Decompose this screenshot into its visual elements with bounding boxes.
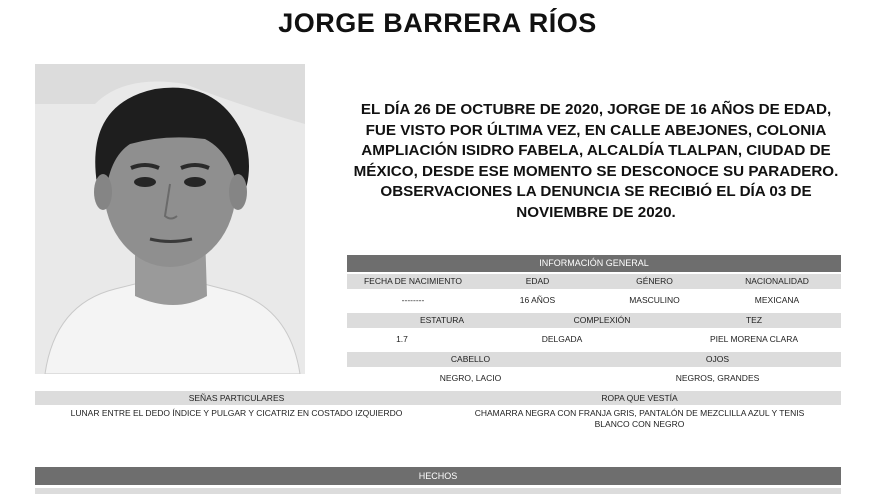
general-labels-row-1	[347, 274, 841, 289]
eyes-value: NEGROS, GRANDES	[675, 373, 760, 383]
general-values-row-1	[347, 293, 841, 308]
facts-heading: HECHOS	[35, 467, 841, 485]
hair-label: CABELLO	[450, 354, 491, 364]
birthdate-label: FECHA DE NACIMIENTO	[363, 276, 463, 286]
features-clothing-header	[35, 391, 841, 405]
age-label: EDAD	[525, 276, 550, 286]
age-value: 16 AÑOS	[519, 295, 556, 305]
complexion-value: PIEL MORENA CLARA	[709, 334, 799, 344]
distinguishing-marks-value: LUNAR ENTRE EL DEDO ÍNDICE Y PULGAR Y CICATRIZ EN COSTADO IZQUIERDO	[70, 408, 403, 418]
birthdate-value: --------	[401, 295, 425, 305]
height-value: 1.7	[396, 334, 408, 344]
general-values-row-3	[347, 371, 841, 386]
complexion-label: TEZ	[745, 315, 763, 325]
general-labels-row-3	[347, 352, 841, 367]
clothing-value: CHAMARRA NEGRA CON FRANJA GRIS, PANTALÓN DE MEZCLILLA AZUL Y TENIS BLANCO CON NEGRO	[474, 408, 805, 429]
general-values-row-2	[347, 332, 841, 347]
facts-labels-row	[35, 488, 841, 494]
clothing-label: ROPA QUE VESTÍA	[601, 393, 678, 403]
gender-label: GÉNERO	[636, 276, 673, 286]
eyes-label: OJOS	[705, 354, 730, 364]
general-info-heading: INFORMACIÓN GENERAL	[347, 255, 841, 272]
general-labels-row-2	[347, 313, 841, 328]
person-photo	[35, 64, 305, 374]
build-value: DELGADA	[541, 334, 583, 344]
disappearance-description: EL DÍA 26 DE OCTUBRE DE 2020, JORGE DE 16 AÑOS DE EDAD, FUE VISTO POR ÚLTIMA VEZ, EN CALLE ABEJONES, COLONIA AMPLIACIÓN ISIDRO FABELA, ALCALDÍA TLALPAN, CIUDAD DE MÉXICO, DESDE ESE MOMENTO SE DESCONOCE SU PARADERO. OBSERVACIONES LA DENUNCIA SE RECIBIÓ EL DÍA 03 DE NOVIEMBRE DE 2020.	[353, 101, 839, 221]
hair-value: NEGRO, LACIO	[439, 373, 502, 383]
nationality-label: NACIONALIDAD	[745, 276, 809, 286]
height-label: ESTATURA	[419, 315, 465, 325]
nationality-value: MEXICANA	[754, 295, 800, 305]
features-clothing-values	[35, 408, 841, 434]
page-title: JORGE BARRERA RÍOS	[278, 8, 597, 38]
build-label: COMPLEXIÓN	[573, 315, 631, 325]
portrait-image	[35, 64, 305, 374]
distinguishing-marks-label: SEÑAS PARTICULARES	[188, 393, 285, 403]
gender-value: MASCULINO	[629, 295, 680, 305]
